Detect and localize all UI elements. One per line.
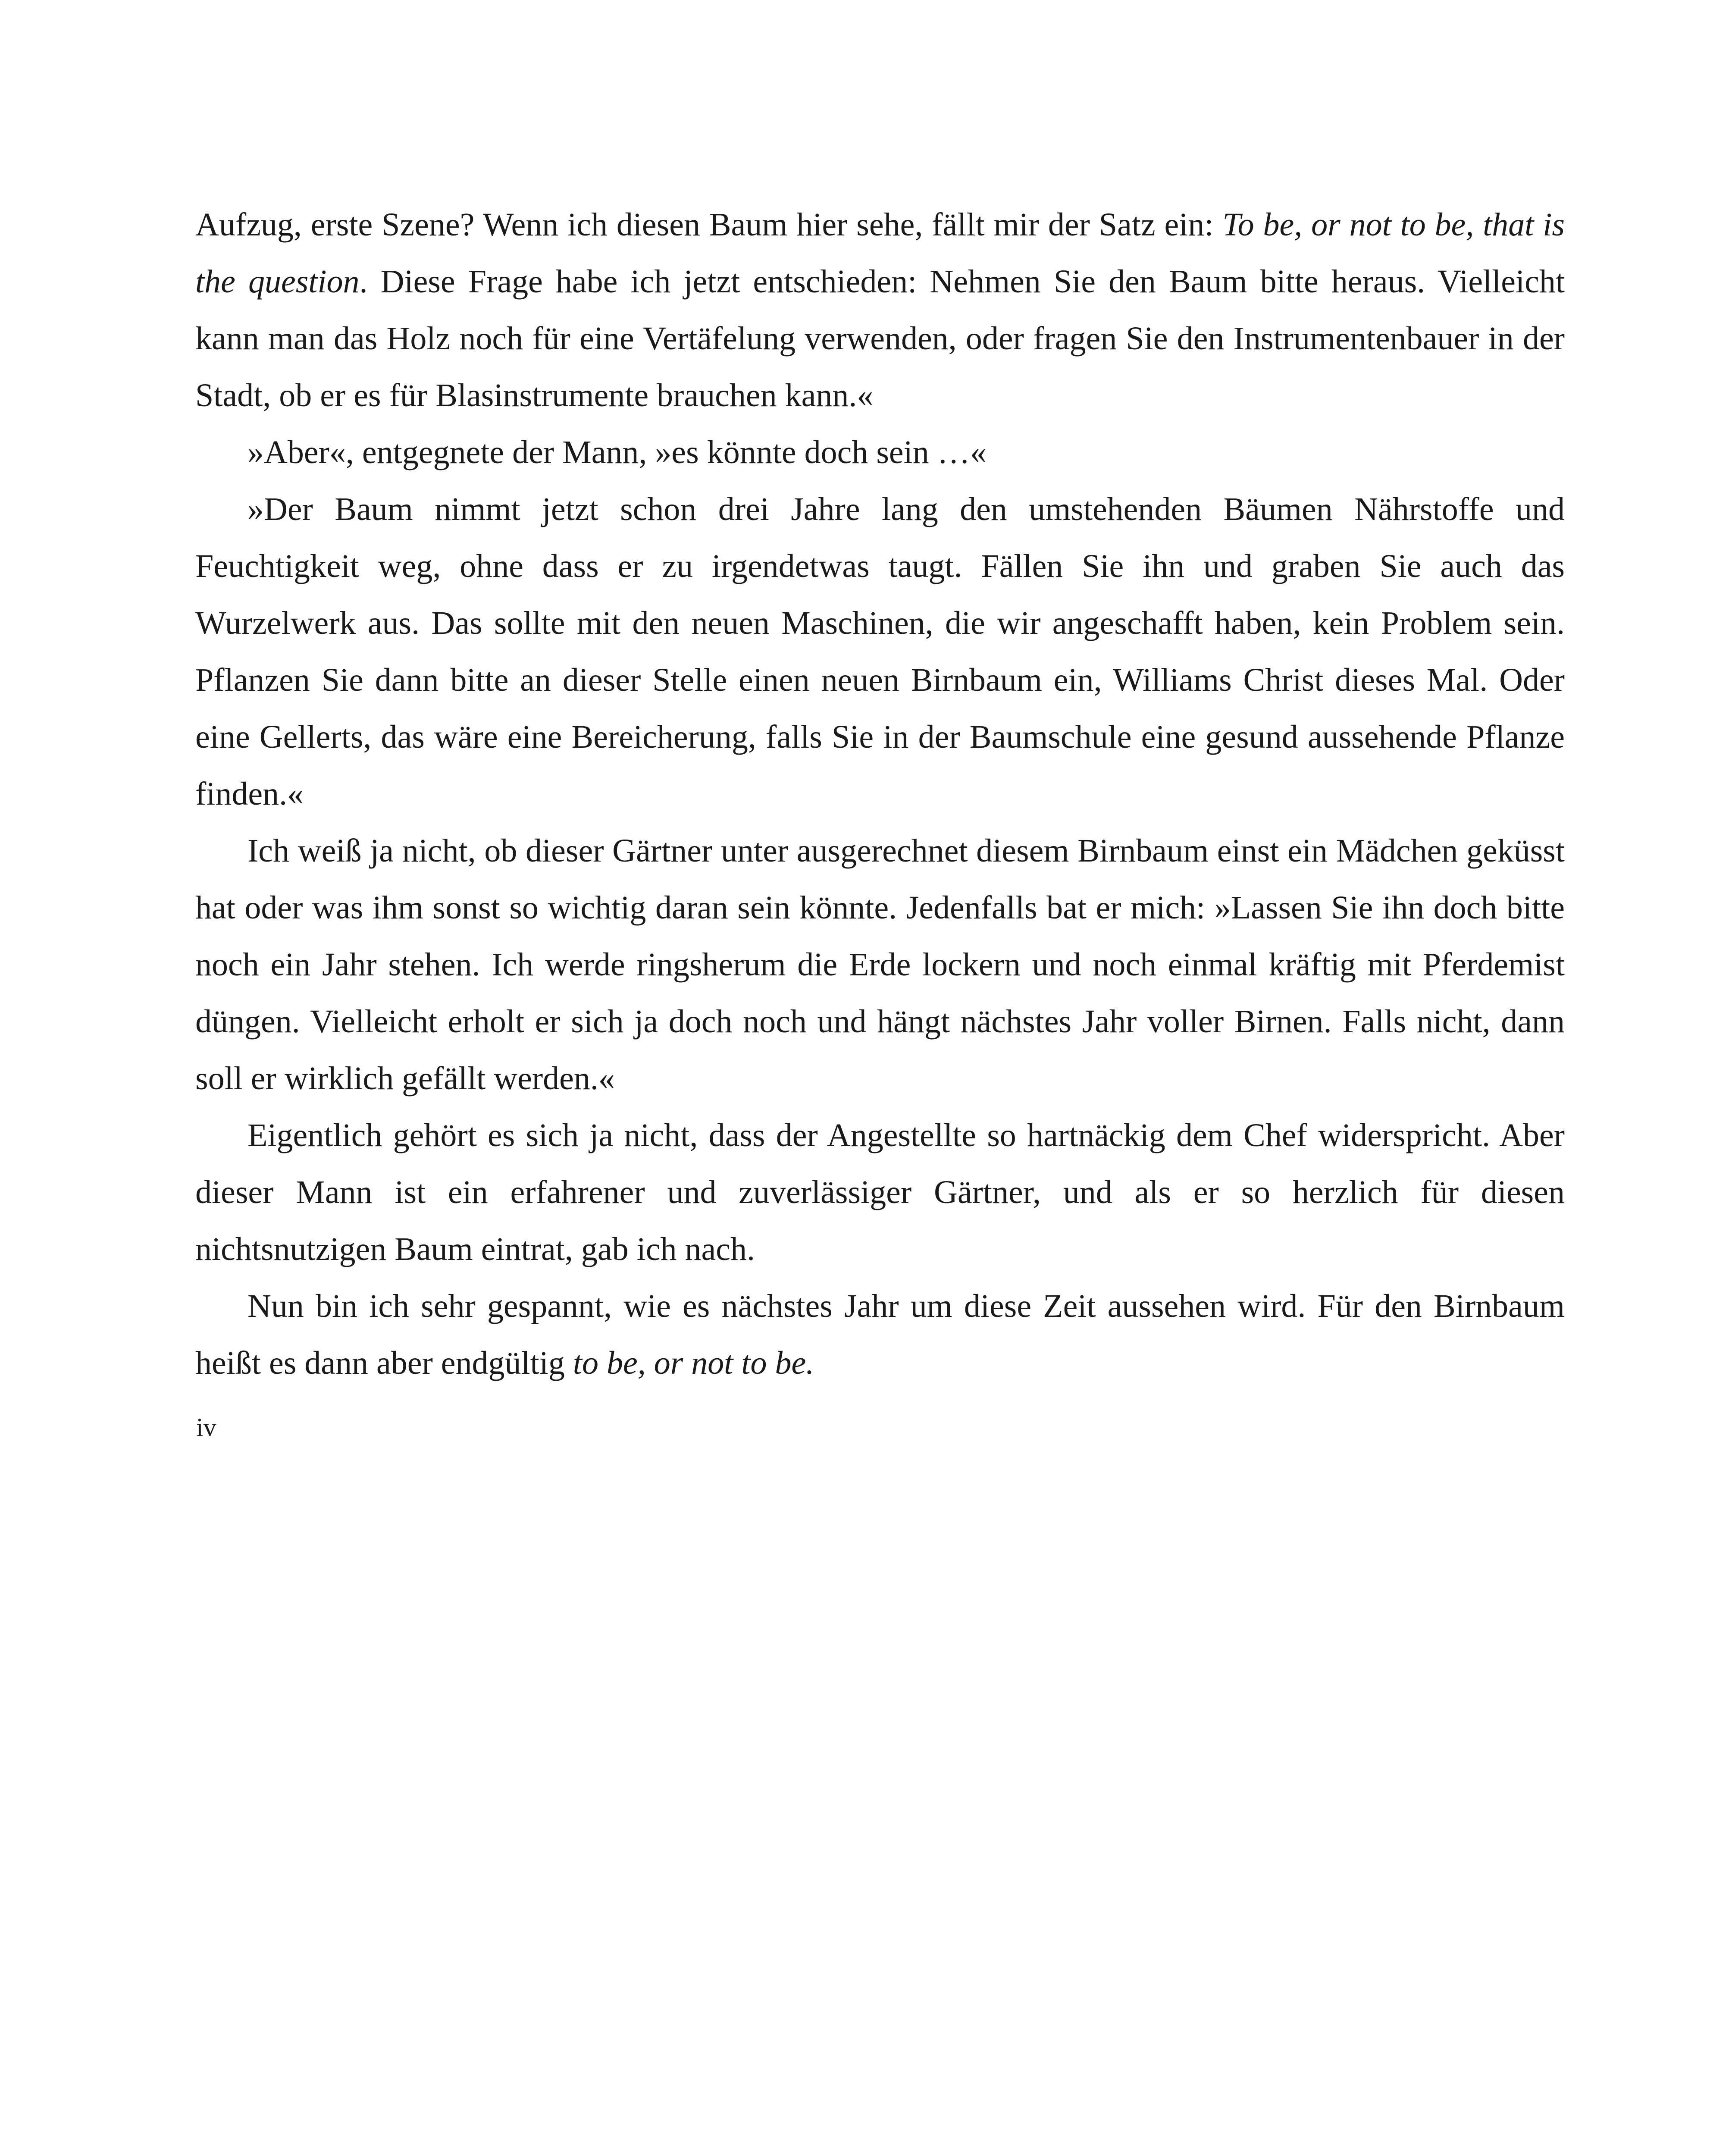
quote-hamlet: To be, or not to be, that is the question (195, 207, 1565, 300)
paragraph-1-rest: . Diese Frage habe ich jetzt entschieden: Nehmen Sie den Baum bitte heraus. Vielleicht kann man das Holz noch für eine Vertäfelung verwenden, oder fragen Sie den Instrumentenbauer in der Stadt, ob er es für Blasinstrumente brauchen kann.« (195, 263, 1565, 414)
paragraph-3: »Der Baum nimmt jetzt schon drei Jahre lang den umstehenden Bäumen Nährstoffe und Feuchtigkeit weg, ohne dass er zu irgendetwas taugt. Fällen Sie ihn und graben Sie auch das Wurzelwerk aus. Das sollte mit den neuen Maschinen, die wir angeschafft haben, kein Problem sein. Pflanzen Sie dann bitte an dieser Stelle einen neuen Birnbaum ein, Williams Christ dieses Mal. Oder eine Gellerts, das wäre eine Bereicherung, falls Sie in der Baumschule eine gesund aussehende Pflanze finden.« (195, 491, 1565, 812)
paragraph-5: Eigentlich gehört es sich ja nicht, dass der Angestellte so hartnäckig dem Chef widerspricht. Aber dieser Mann ist ein erfahrener und zuverlässiger Gärtner, und als er so herzlich für diesen nichtsnutzigen Baum eintrat, gab ich nach. (195, 1117, 1565, 1267)
body-text (195, 196, 1565, 1391)
paragraph-2: »Aber«, entgegnete der Mann, »es könnte doch sein …« (247, 434, 987, 470)
quote-to-be: to be, or not to be. (573, 1345, 814, 1381)
paragraph-6 (195, 1278, 1565, 1391)
paragraph-6-text: Nun bin ich sehr gespannt, wie es nächstes Jahr um diese Zeit aussehen wird. Für den Birnbaum heißt es dann aber endgültig (195, 1288, 1565, 1381)
paragraph-4: Ich weiß ja nicht, ob dieser Gärtner unter ausgerechnet diesem Birnbaum einst ein Mädchen geküsst hat oder was ihm sonst so wichtig daran sein könnte. Jedenfalls bat er mich: »Lassen Sie ihn doch bitte noch ein Jahr stehen. Ich werde ringsherum die Erde lockern und noch einmal kräftig mit Pferdemist düngen. Vielleicht erholt er sich ja doch noch und hängt nächstes Jahr voller Birnen. Falls nicht, dann soll er wirklich gefällt werden.« (195, 833, 1565, 1097)
section-mark: iv (196, 1413, 216, 1442)
paragraph-1 (195, 196, 1565, 424)
paragraph-1-text: Aufzug, erste Szene? Wenn ich diesen Baum hier sehe, fällt mir der Satz ein: (195, 207, 1223, 243)
